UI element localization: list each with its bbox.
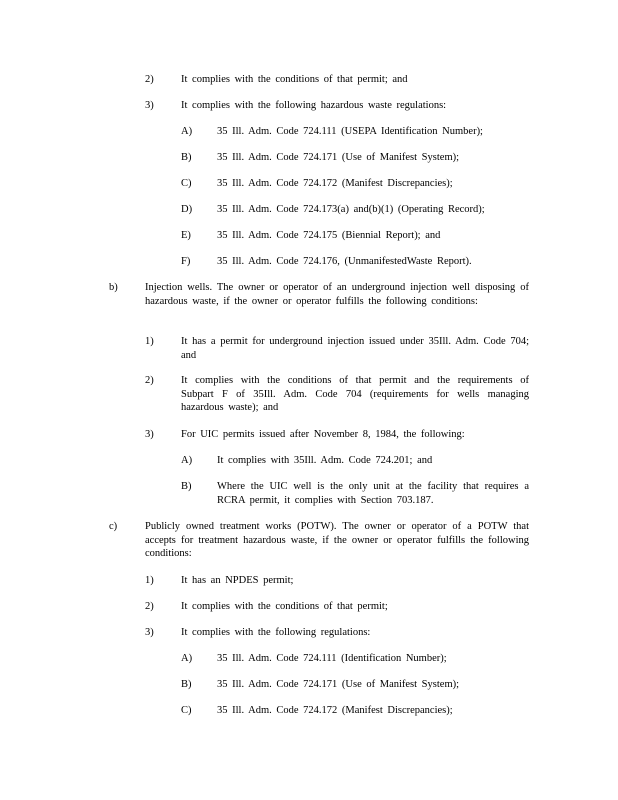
list-item: [181, 151, 529, 165]
item-text: 35 Ill. Adm. Code 724.171 (Use of Manifest System);: [217, 152, 460, 163]
item-label: b): [109, 282, 118, 293]
list-item: [145, 626, 529, 640]
item-text: It complies with the conditions of that permit and the requirements of Subpart F of 35Ill. Adm. Code 704 (requirements for wells managing hazardous waste); and: [181, 375, 529, 413]
item-text: 35 Ill. Adm. Code 724.111 (USEPA Identification Number);: [217, 126, 483, 137]
item-label: A): [181, 653, 193, 664]
list-item: [181, 125, 529, 139]
list-item: [145, 335, 529, 362]
item-text: 35 Ill. Adm. Code 724.176, (UnmanifestedWaste Report).: [217, 256, 472, 267]
item-text: It complies with the conditions of that permit; and: [181, 74, 408, 85]
list-item: [181, 704, 529, 718]
item-label: A): [181, 126, 193, 137]
item-label: 3): [145, 100, 154, 111]
item-text: Publicly owned treatment works (POTW). The owner or operator of a POTW that accepts for treatment hazardous waste, if the owner or operator fulfills the following conditions:: [145, 521, 529, 559]
item-label: 3): [145, 627, 154, 638]
item-text: For UIC permits issued after November 8, 1984, the following:: [181, 429, 465, 440]
item-label: c): [109, 521, 118, 532]
item-text: 35 Ill. Adm. Code 724.173(a) and(b)(1) (Operating Record);: [217, 204, 485, 215]
item-text: It complies with the following regulations:: [181, 627, 371, 638]
list-item: [181, 229, 529, 243]
item-text: 35 Ill. Adm. Code 724.175 (Biennial Report); and: [217, 230, 441, 241]
list-item: [181, 480, 529, 507]
item-label: B): [181, 481, 192, 492]
item-label: D): [181, 204, 193, 215]
item-label: F): [181, 256, 191, 267]
item-text: It complies with the conditions of that permit;: [181, 601, 388, 612]
item-label: C): [181, 178, 192, 189]
item-label: B): [181, 679, 192, 690]
item-label: 1): [145, 575, 154, 586]
list-item: [181, 255, 529, 269]
item-text: 35 Ill. Adm. Code 724.111 (Identification Number);: [217, 653, 447, 664]
item-label: 2): [145, 375, 154, 386]
list-item: [145, 600, 529, 614]
item-text: It complies with 35Ill. Adm. Code 724.201; and: [217, 455, 433, 466]
item-label: A): [181, 455, 193, 466]
list-item: [145, 374, 529, 415]
item-label: 2): [145, 74, 154, 85]
item-text: Where the UIC well is the only unit at the facility that requires a RCRA permit, it complies with Section 703.187.: [217, 481, 529, 506]
section-item: [109, 281, 529, 308]
item-label: C): [181, 705, 192, 716]
item-text: It has an NPDES permit;: [181, 575, 294, 586]
item-label: 1): [145, 336, 154, 347]
item-text: 35 Ill. Adm. Code 724.172 (Manifest Discrepancies);: [217, 705, 453, 716]
item-text: 35 Ill. Adm. Code 724.171 (Use of Manifest System);: [217, 679, 460, 690]
item-text: It has a permit for underground injection issued under 35Ill. Adm. Code 704; and: [181, 336, 529, 361]
item-label: E): [181, 230, 191, 241]
list-item: [145, 574, 529, 588]
list-item: [181, 652, 529, 666]
list-item: [181, 454, 529, 468]
item-label: 3): [145, 429, 154, 440]
item-text: 35 Ill. Adm. Code 724.172 (Manifest Discrepancies);: [217, 178, 453, 189]
item-label: B): [181, 152, 192, 163]
list-item: [181, 177, 529, 191]
list-item: [145, 73, 529, 87]
item-text: Injection wells. The owner or operator of an underground injection well disposing of hazardous waste, if the owner or operator fulfills the following conditions:: [145, 282, 529, 307]
item-text: It complies with the following hazardous waste regulations:: [181, 100, 447, 111]
list-item: [145, 99, 529, 113]
list-item: [145, 428, 529, 442]
list-item: [181, 678, 529, 692]
list-item: [181, 203, 529, 217]
section-item: [109, 520, 529, 561]
item-label: 2): [145, 601, 154, 612]
